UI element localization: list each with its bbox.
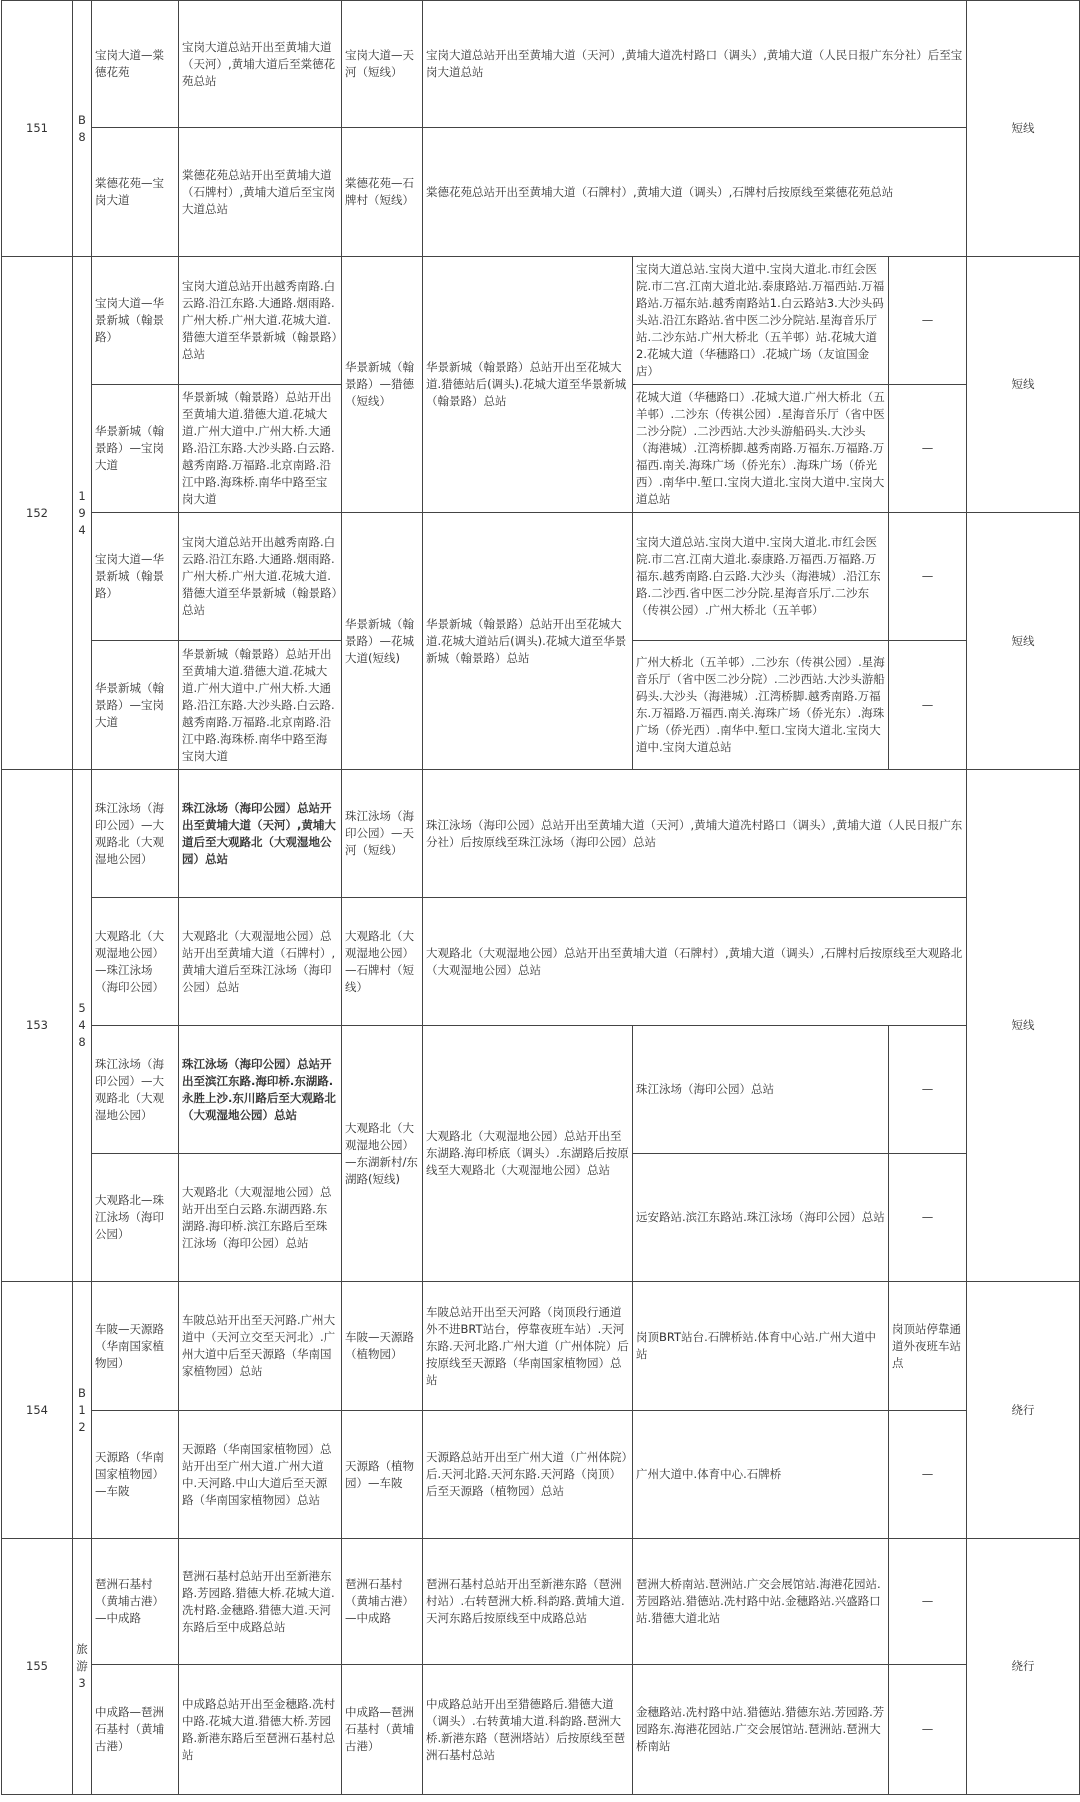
serial-number: 154: [2, 1282, 73, 1539]
direction-cell: 琶洲石基村（黄埔古港）—中成路: [92, 1539, 179, 1665]
short-direction-cell: 华景新城（翰景路）—猎德（短线）: [342, 257, 423, 513]
stops-cell: 宝岗大道总站.宝岗大道中.宝岗大道北.市红会医院.市二宫.江南大道北站.泰康路站.万福西站.万福路站.万福东站.越秀南路站1.白云路站3.大沙头码头站.沿江东路站.省中医二沙分院站.星海音乐厅站.二沙东站.广州大桥北（五羊邨）站.花城大道2.花城大道（华穗路口）.花城广场（友谊国金店）: [633, 257, 889, 385]
short-route-cell: 棠德花苑总站开出至黄埔大道（石牌村）,黄埔大道（调头）,石牌村后按原线至棠德花苑总站: [423, 128, 967, 257]
short-route-cell: 宝岗大道总站开出至黄埔大道（天河）,黄埔大道冼村路口（调头）,黄埔大道（人民日报广东分社）后至宝岗大道总站: [423, 1, 967, 128]
short-direction-cell: 天源路（植物园）—车陂: [342, 1411, 423, 1539]
note-cell: 绕行: [967, 1282, 1080, 1539]
route-cell: 华景新城（翰景路）总站开出至黄埔大道.猎德大道.花城大道.广州大道中.广州大桥.大通路.沿江东路.大沙头路.白云路.越秀南路.万福路.北京南路.沿江中路.海珠桥.南华中路至宝岗大道: [179, 385, 342, 513]
remark-cell: —: [889, 1539, 967, 1665]
direction-cell: 宝岗大道—棠德花苑: [92, 1, 179, 128]
direction-cell: 华景新城（翰景路）—宝岗大道: [92, 641, 179, 770]
remark-cell: —: [889, 1411, 967, 1539]
table-row: [2, 1539, 1080, 1665]
route-cell: 珠江泳场（海印公园）总站开出至滨江东路.海印桥.东湖路.永胜上沙.东川路后至大观路北（大观湿地公园）总站: [179, 1026, 342, 1154]
serial-number: 151: [2, 1, 73, 257]
route-cell: 天源路（华南国家植物园）总站开出至广州大道.广州大道中.天河路.中山大道后至天源路（华南国家植物园）总站: [179, 1411, 342, 1539]
remark-cell: —: [889, 1026, 967, 1154]
direction-cell: 中成路—琶洲石基村（黄埔古港）: [92, 1665, 179, 1795]
route-adjustment-table: [1, 0, 1080, 1795]
stops-cell: 花城大道（华穗路口）.花城大道.广州大桥北（五羊邨）.二沙东（传祺公园）.星海音乐厅（省中医二沙分院）.二沙西站.大沙头游船码头.大沙头（海港城）.江湾桥脚.越秀南路.万福东.万福路.万福西.南关.海珠广场（侨光东）.海珠广场（侨光西）.南华中.堑口.宝岗大道北.宝岗大道中.宝岗大道总站: [633, 385, 889, 513]
stops-cell: 广州大道中.体育中心.石牌桥: [633, 1411, 889, 1539]
direction-cell: 宝岗大道—华景新城（翰景路）: [92, 257, 179, 385]
serial-number: 155: [2, 1539, 73, 1795]
remark-cell: —: [889, 1154, 967, 1282]
route-cell: 琶洲石基村总站开出至新港东路.芳园路.猎德大桥.花城大道.冼村路.金穗路.猎德大道.天河东路后至中成路总站: [179, 1539, 342, 1665]
short-route-cell: 中成路总站开出至猎德路后.猎德大道（调头）.右转黄埔大道.科韵路.琶洲大桥.新港东路（琶洲塔站）后按原线至琶洲石基村总站: [423, 1665, 633, 1795]
route-cell: 车陂总站开出至天河路.广州大道中（天河立交至天河北）.广州大道中后至天源路（华南国家植物园）总站: [179, 1282, 342, 1411]
short-route-cell: 车陂总站开出至天河路（岗顶段行通道外不进BRT站台，停靠夜班车站）.天河东路.天河北路.广州大道（广州体院）后按原线至天源路（华南国家植物园）总站: [423, 1282, 633, 1411]
table-row: [2, 513, 1080, 641]
direction-cell: 宝岗大道—华景新城（翰景路）: [92, 513, 179, 641]
short-route-cell: 琶洲石基村总站开出至新港东路（琶洲村站）.右转琶洲大桥.科韵路.黄埔大道.天河东路后按原线至中成路总站: [423, 1539, 633, 1665]
route-cell: 华景新城（翰景路）总站开出至黄埔大道.猎德大道.花城大道.广州大道中.广州大桥.大通路.沿江东路.大沙头路.白云路.越秀南路.万福路.北京南路.沿江中路.海珠桥.南华中路至海宝岗大道: [179, 641, 342, 770]
table-row: [2, 1026, 1080, 1154]
direction-cell: 天源路（华南国家植物园）—车陂: [92, 1411, 179, 1539]
direction-cell: 大观路北（大观湿地公园）—珠江泳场（海印公园）: [92, 898, 179, 1026]
route-cell: 大观路北（大观湿地公园）总站开出至白云路.东湖西路.东湖路.海印桥.滨江东路后至珠江泳场（海印公园）总站: [179, 1154, 342, 1282]
short-direction-cell: 华景新城（翰景路）—花城大道(短线): [342, 513, 423, 770]
note-cell: 绕行: [967, 1539, 1080, 1795]
short-direction-cell: 棠德花苑—石牌村（短线）: [342, 128, 423, 257]
stops-cell: 宝岗大道总站.宝岗大道中.宝岗大道北.市红会医院.市二宫.江南大道北.泰康路.万福西.万福路.万福东.越秀南路.白云路.大沙头（海港城）.沿江东路.二沙西.省中医二沙分院.星海音乐厅.二沙东（传祺公园）.广州大桥北（五羊邨）: [633, 513, 889, 641]
route-cell: 大观路北（大观湿地公园）总站开出至黄埔大道（石牌村）,黄埔大道后至珠江泳场（海印公园）总站: [179, 898, 342, 1026]
route-cell: 中成路总站开出至金穗路.冼村中路.花城大道.猎德大桥.芳园路.新港东路后至琶洲石基村总站: [179, 1665, 342, 1795]
table-row: [2, 1665, 1080, 1795]
short-route-cell: 大观路北（大观湿地公园）总站开出至黄埔大道（石牌村）,黄埔大道（调头）,石牌村后按原线至大观路北（大观湿地公园）总站: [423, 898, 967, 1026]
note-cell: 短线: [967, 513, 1080, 770]
short-route-cell: 大观路北（大观湿地公园）总站开出至东湖路.海印桥底（调头）.东湖路后按原线至大观路北（大观湿地公园）总站: [423, 1026, 633, 1282]
direction-cell: 车陂—天源路（华南国家植物园）: [92, 1282, 179, 1411]
route-cell: 珠江泳场（海印公园）总站开出至黄埔大道（天河）,黄埔大道后至大观路北（大观湿地公园）总站: [179, 770, 342, 898]
short-direction-cell: 宝岗大道—天河（短线）: [342, 1, 423, 128]
note-cell: 短线: [967, 1, 1080, 257]
table-row: [2, 898, 1080, 1026]
line-number: 194: [73, 257, 92, 770]
short-direction-cell: 大观路北（大观湿地公园）—东湖新村/东湖路(短线): [342, 1026, 423, 1282]
line-number: B12: [73, 1282, 92, 1539]
table-row: [2, 257, 1080, 385]
note-cell: 短线: [967, 770, 1080, 1282]
line-number: 548: [73, 770, 92, 1282]
route-cell: 宝岗大道总站开出至黄埔大道（天河）,黄埔大道后至棠德花苑总站: [179, 1, 342, 128]
table-row: [2, 128, 1080, 257]
table-row: [2, 1, 1080, 128]
remark-cell: 岗顶站停靠通道外夜班车站点: [889, 1282, 967, 1411]
direction-cell: 大观路北—珠江泳场（海印公园）: [92, 1154, 179, 1282]
direction-cell: 棠德花苑—宝岗大道: [92, 128, 179, 257]
stops-cell: 远安路站.滨江东路站.珠江泳场（海印公园）总站: [633, 1154, 889, 1282]
direction-cell: 华景新城（翰景路）—宝岗大道: [92, 385, 179, 513]
remark-cell: —: [889, 1665, 967, 1795]
route-cell: 宝岗大道总站开出越秀南路.白云路.沿江东路.大通路.烟雨路.广州大桥.广州大道.花城大道.猎德大道至华景新城（翰景路）总站: [179, 513, 342, 641]
serial-number: 153: [2, 770, 73, 1282]
route-cell: 棠德花苑总站开出至黄埔大道（石牌村）,黄埔大道后至宝岗大道总站: [179, 128, 342, 257]
direction-cell: 珠江泳场（海印公园）—大观路北（大观湿地公园）: [92, 770, 179, 898]
note-cell: 短线: [967, 257, 1080, 513]
remark-cell: —: [889, 257, 967, 385]
short-route-cell: 天源路总站开出至广州大道（广州体院）后.天河北路.天河东路.天河路（岗顶）后至天源路（植物园）总站: [423, 1411, 633, 1539]
short-direction-cell: 中成路—琶洲石基村（黄埔古港）: [342, 1665, 423, 1795]
short-direction-cell: 珠江泳场（海印公园）—天河（短线）: [342, 770, 423, 898]
stops-cell: 琶洲大桥南站.琶洲站.广交会展馆站.海港花园站.芳园路站.猎德站.冼村路中站.金穗路站.兴盛路口站.猎德大道北站: [633, 1539, 889, 1665]
short-direction-cell: 琶洲石基村（黄埔古港）—中成路: [342, 1539, 423, 1665]
short-route-cell: 珠江泳场（海印公园）总站开出至黄埔大道（天河）,黄埔大道冼村路口（调头）,黄埔大道（人民日报广东分社）后按原线至珠江泳场（海印公园）总站: [423, 770, 967, 898]
serial-number: 152: [2, 257, 73, 770]
short-direction-cell: 大观路北（大观湿地公园）—石牌村（短线）: [342, 898, 423, 1026]
stops-cell: 广州大桥北（五羊邨）.二沙东（传祺公园）.星海音乐厅（省中医二沙分院）.二沙西站.大沙头游船码头.大沙头（海港城）.江湾桥脚.越秀南路.万福东.万福路.万福西.南关.海珠广场（侨光东）.海珠广场（侨光西）.南华中.堑口.宝岗大道北.宝岗大道中.宝岗大道总站: [633, 641, 889, 770]
stops-cell: 岗顶BRT站台.石牌桥站.体育中心站.广州大道中站: [633, 1282, 889, 1411]
line-number: B8: [73, 1, 92, 257]
stops-cell: 金穗路站.冼村路中站.猎德站.猎德东站.芳园路.芳园路东.海港花园站.广交会展馆站.琶洲站.琶洲大桥南站: [633, 1665, 889, 1795]
table-row: [2, 770, 1080, 898]
table-row: [2, 1411, 1080, 1539]
remark-cell: —: [889, 513, 967, 641]
direction-cell: 珠江泳场（海印公园）—大观路北（大观湿地公园）: [92, 1026, 179, 1154]
table-row: [2, 1282, 1080, 1411]
remark-cell: —: [889, 641, 967, 770]
short-route-cell: 华景新城（翰景路）总站开出至花城大道.猎德站后(调头).花城大道至华景新城（翰景路）总站: [423, 257, 633, 513]
stops-cell: 珠江泳场（海印公园）总站: [633, 1026, 889, 1154]
short-route-cell: 华景新城（翰景路）总站开出至花城大道.花城大道站后(调头).花城大道至华景新城（翰景路）总站: [423, 513, 633, 770]
route-cell: 宝岗大道总站开出越秀南路.白云路.沿江东路.大通路.烟雨路.广州大桥.广州大道.花城大道.猎德大道至华景新城（翰景路）总站: [179, 257, 342, 385]
line-number: 旅游3: [73, 1539, 92, 1795]
remark-cell: —: [889, 385, 967, 513]
short-direction-cell: 车陂—天源路（植物园）: [342, 1282, 423, 1411]
